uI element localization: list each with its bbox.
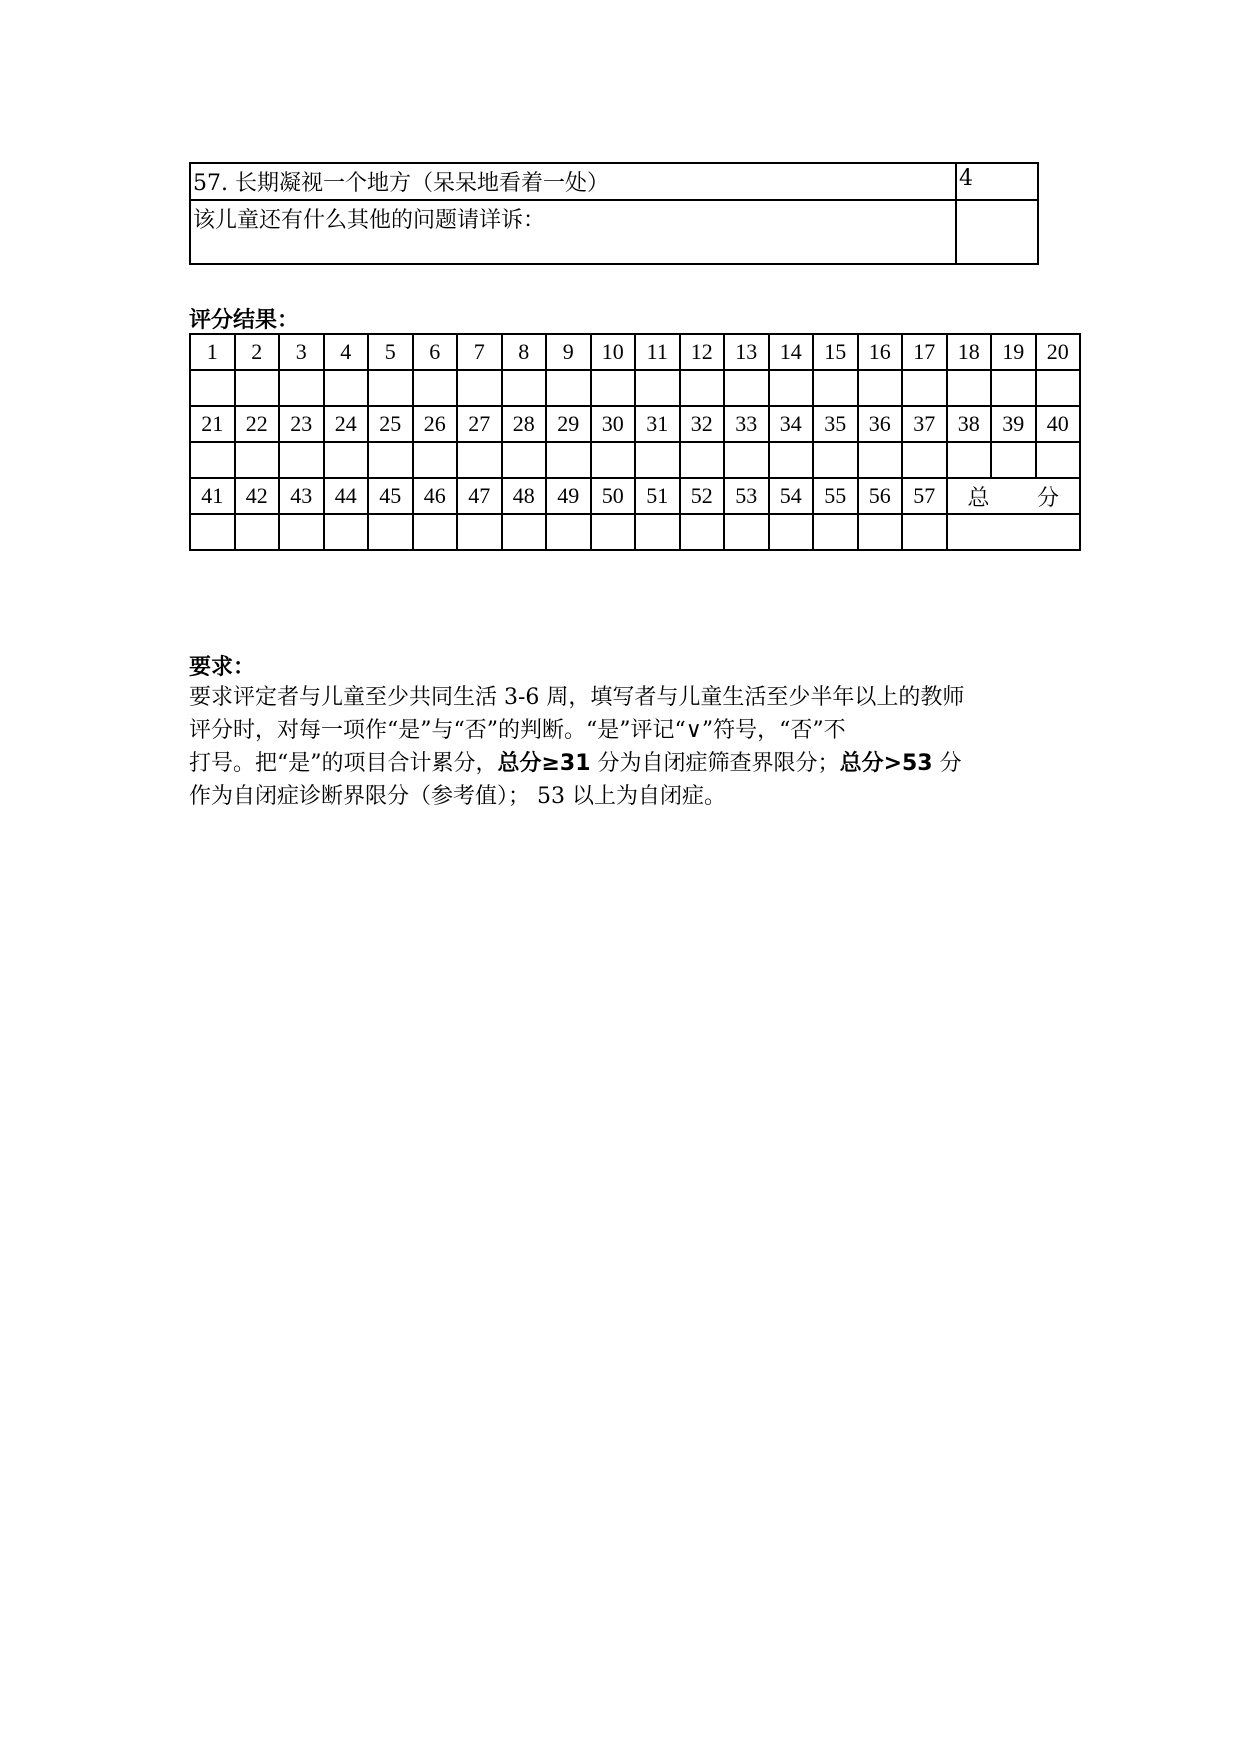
score-entry-cell[interactable] bbox=[502, 514, 547, 550]
item-number-cell: 30 bbox=[591, 406, 636, 442]
score-entry-cell[interactable] bbox=[680, 514, 725, 550]
item-number-cell: 41 bbox=[190, 478, 235, 514]
item-number-cell: 34 bbox=[769, 406, 814, 442]
score-entry-cell[interactable] bbox=[858, 514, 903, 550]
score-entry-cell[interactable] bbox=[591, 514, 636, 550]
item-number-cell: 32 bbox=[680, 406, 725, 442]
item-number-cell: 16 bbox=[858, 334, 903, 370]
item-number-cell: 7 bbox=[457, 334, 502, 370]
score-entry-cell[interactable] bbox=[635, 370, 680, 406]
score-entry-cell[interactable] bbox=[413, 442, 458, 478]
score-entry-cell[interactable] bbox=[235, 514, 280, 550]
item-number-cell: 36 bbox=[858, 406, 903, 442]
score-entry-cell[interactable] bbox=[457, 442, 502, 478]
total-label-char: 总 bbox=[967, 484, 990, 510]
score-entry-cell[interactable] bbox=[947, 370, 992, 406]
item-number-cell: 28 bbox=[502, 406, 547, 442]
score-entry-cell[interactable] bbox=[324, 370, 369, 406]
item-number-cell: 19 bbox=[991, 334, 1036, 370]
score-entry-cell[interactable] bbox=[368, 370, 413, 406]
diagnosis-threshold: 总分>53 bbox=[839, 751, 933, 776]
item-number-cell: 17 bbox=[902, 334, 947, 370]
score-entry-cell[interactable] bbox=[680, 442, 725, 478]
score-entry-cell[interactable] bbox=[858, 442, 903, 478]
score-entry-cell[interactable] bbox=[502, 442, 547, 478]
item-number-cell: 47 bbox=[457, 478, 502, 514]
score-entry-cell[interactable] bbox=[813, 370, 858, 406]
score-entry-cell[interactable] bbox=[1036, 370, 1081, 406]
score-entry-cell[interactable] bbox=[324, 442, 369, 478]
item-number-cell: 4 bbox=[324, 334, 369, 370]
score-grid bbox=[189, 333, 1081, 551]
item-number-cell: 31 bbox=[635, 406, 680, 442]
question-table bbox=[189, 162, 1039, 265]
item-number-cell: 55 bbox=[813, 478, 858, 514]
item-number-cell: 3 bbox=[279, 334, 324, 370]
item-number-cell: 43 bbox=[279, 478, 324, 514]
question-score: 4 bbox=[956, 163, 1038, 200]
item-number-cell: 52 bbox=[680, 478, 725, 514]
score-entry-cell[interactable] bbox=[724, 370, 769, 406]
score-entry-cell[interactable] bbox=[813, 442, 858, 478]
item-number-cell: 51 bbox=[635, 478, 680, 514]
item-number-cell: 54 bbox=[769, 478, 814, 514]
score-entry-cell[interactable] bbox=[546, 370, 591, 406]
item-number-cell: 2 bbox=[235, 334, 280, 370]
score-entry-cell[interactable] bbox=[991, 370, 1036, 406]
item-number-cell: 53 bbox=[724, 478, 769, 514]
item-number-cell: 29 bbox=[546, 406, 591, 442]
score-entry-cell[interactable] bbox=[769, 514, 814, 550]
requirements-line: 要求评定者与儿童至少共同生活 3-6 周，填写者与儿童生活至少半年以上的教师 bbox=[189, 685, 965, 710]
item-number-cell: 1 bbox=[190, 334, 235, 370]
item-number-cell: 12 bbox=[680, 334, 725, 370]
requirements-text-span: 打号。把“是”的项目合计累分， bbox=[189, 751, 498, 776]
score-entry-cell[interactable] bbox=[591, 442, 636, 478]
score-entry-row bbox=[190, 442, 1080, 478]
requirements-text bbox=[189, 681, 1059, 813]
question-row bbox=[190, 163, 1038, 200]
item-number-cell: 40 bbox=[1036, 406, 1081, 442]
item-number-cell: 33 bbox=[724, 406, 769, 442]
item-number-cell: 18 bbox=[947, 334, 992, 370]
score-entry-cell[interactable] bbox=[724, 514, 769, 550]
item-number-cell: 37 bbox=[902, 406, 947, 442]
score-entry-cell[interactable] bbox=[324, 514, 369, 550]
item-number-cell: 57 bbox=[902, 478, 947, 514]
score-entry-cell[interactable] bbox=[813, 514, 858, 550]
score-entry-cell[interactable] bbox=[279, 442, 324, 478]
score-entry-cell[interactable] bbox=[279, 514, 324, 550]
score-number-row bbox=[190, 406, 1080, 442]
other-problems-prompt: 该儿童还有什么其他的问题请详诉： bbox=[190, 200, 956, 264]
other-problems-row bbox=[190, 200, 1038, 264]
score-entry-cell[interactable] bbox=[1036, 442, 1081, 478]
item-number-cell: 11 bbox=[635, 334, 680, 370]
requirements-line bbox=[189, 747, 1059, 780]
item-number-cell: 9 bbox=[546, 334, 591, 370]
score-entry-row bbox=[190, 370, 1080, 406]
item-number-cell: 6 bbox=[413, 334, 458, 370]
score-entry-cell[interactable] bbox=[991, 442, 1036, 478]
score-entry-cell[interactable] bbox=[190, 514, 235, 550]
score-section-title: 评分结果： bbox=[189, 308, 300, 333]
score-entry-cell[interactable] bbox=[680, 370, 725, 406]
score-entry-cell[interactable] bbox=[502, 370, 547, 406]
screening-threshold: 总分≥31 bbox=[497, 751, 591, 776]
score-number-row bbox=[190, 334, 1080, 370]
item-number-cell: 24 bbox=[324, 406, 369, 442]
item-number-cell: 49 bbox=[546, 478, 591, 514]
item-number-cell: 15 bbox=[813, 334, 858, 370]
score-entry-cell[interactable] bbox=[413, 514, 458, 550]
score-entry-cell[interactable] bbox=[368, 442, 413, 478]
score-entry-cell[interactable] bbox=[413, 370, 458, 406]
item-number-cell: 8 bbox=[502, 334, 547, 370]
score-entry-cell[interactable] bbox=[635, 514, 680, 550]
requirements-text-span: 分为自闭症筛查界限分； bbox=[590, 751, 840, 776]
item-number-cell: 5 bbox=[368, 334, 413, 370]
score-entry-cell[interactable] bbox=[769, 370, 814, 406]
total-score-label bbox=[947, 478, 1081, 514]
score-entry-cell[interactable] bbox=[190, 442, 235, 478]
item-number-cell: 13 bbox=[724, 334, 769, 370]
item-number-cell: 22 bbox=[235, 406, 280, 442]
score-entry-cell[interactable] bbox=[546, 442, 591, 478]
score-entry-cell[interactable] bbox=[368, 514, 413, 550]
score-entry-cell[interactable] bbox=[902, 442, 947, 478]
score-entry-cell[interactable] bbox=[902, 514, 947, 550]
score-entry-cell[interactable] bbox=[546, 514, 591, 550]
score-entry-cell[interactable] bbox=[724, 442, 769, 478]
score-entry-cell[interactable] bbox=[457, 514, 502, 550]
question-text: 57. 长期凝视一个地方（呆呆地看着一处） bbox=[190, 163, 956, 200]
requirements-text-span: 分 bbox=[932, 751, 962, 776]
score-entry-cell[interactable] bbox=[235, 442, 280, 478]
item-number-cell: 35 bbox=[813, 406, 858, 442]
score-entry-cell[interactable] bbox=[635, 442, 680, 478]
item-number-cell: 46 bbox=[413, 478, 458, 514]
requirements-line: 作为自闭症诊断界限分（参考值）； 53 以上为自闭症。 bbox=[189, 784, 726, 809]
score-entry-cell[interactable] bbox=[947, 442, 992, 478]
score-entry-row bbox=[190, 514, 1080, 550]
total-score-cell[interactable] bbox=[947, 514, 1081, 550]
item-number-cell: 56 bbox=[858, 478, 903, 514]
item-number-cell: 48 bbox=[502, 478, 547, 514]
item-number-cell: 20 bbox=[1036, 334, 1081, 370]
item-number-cell: 39 bbox=[991, 406, 1036, 442]
score-entry-cell[interactable] bbox=[591, 370, 636, 406]
score-entry-cell[interactable] bbox=[902, 370, 947, 406]
item-number-cell: 38 bbox=[947, 406, 992, 442]
score-number-row bbox=[190, 478, 1080, 514]
item-number-cell: 27 bbox=[457, 406, 502, 442]
item-number-cell: 26 bbox=[413, 406, 458, 442]
score-entry-cell[interactable] bbox=[858, 370, 903, 406]
item-number-cell: 14 bbox=[769, 334, 814, 370]
item-number-cell: 50 bbox=[591, 478, 636, 514]
other-problems-field[interactable] bbox=[956, 200, 1038, 264]
item-number-cell: 25 bbox=[368, 406, 413, 442]
item-number-cell: 23 bbox=[279, 406, 324, 442]
requirements-line: 评分时，对每一项作“是”与“否”的判断。“是”评记“∨”符号，“否”不 bbox=[189, 718, 846, 743]
item-number-cell: 42 bbox=[235, 478, 280, 514]
requirements-title: 要求： bbox=[189, 655, 256, 680]
score-entry-cell[interactable] bbox=[769, 442, 814, 478]
total-label-char: 分 bbox=[1036, 484, 1059, 510]
item-number-cell: 21 bbox=[190, 406, 235, 442]
item-number-cell: 44 bbox=[324, 478, 369, 514]
score-entry-cell[interactable] bbox=[190, 370, 235, 406]
score-entry-cell[interactable] bbox=[457, 370, 502, 406]
score-entry-cell[interactable] bbox=[279, 370, 324, 406]
item-number-cell: 10 bbox=[591, 334, 636, 370]
score-entry-cell[interactable] bbox=[235, 370, 280, 406]
item-number-cell: 45 bbox=[368, 478, 413, 514]
